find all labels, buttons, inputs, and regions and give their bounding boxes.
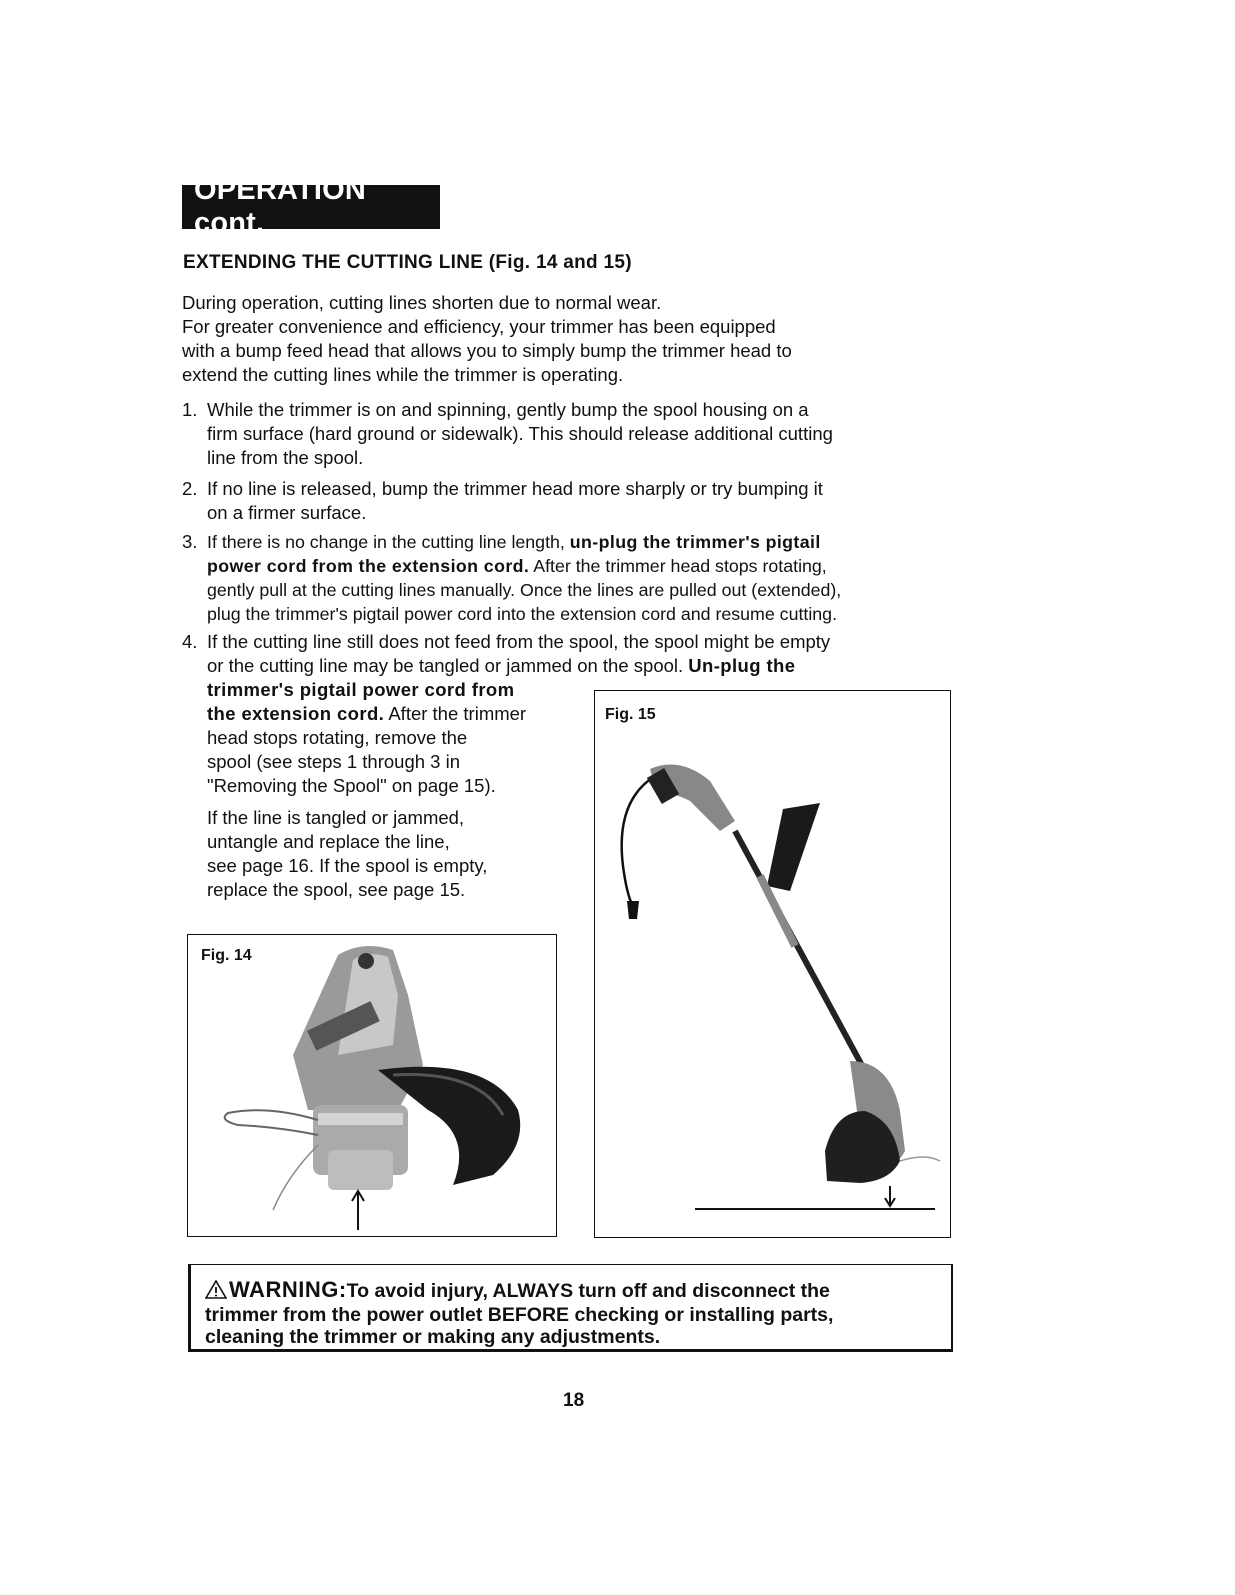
step-line: If the line is tangled or jammed, — [207, 807, 465, 828]
intro-paragraph — [182, 291, 942, 387]
step-emphasis: un-plug the trimmer's pigtail — [569, 532, 821, 552]
step-number: 1. — [182, 399, 198, 420]
figure-15-label: Fig. 15 — [605, 706, 656, 723]
figure-14-label: Fig. 14 — [201, 947, 252, 964]
step-line: see page 16. If the spool is empty, — [207, 855, 488, 876]
step-line: While the trimmer is on and spinning, gently bump the spool housing on a — [207, 399, 809, 420]
step-text: or the cutting line may be tangled or jammed on the spool. — [207, 655, 689, 676]
step-number: 4. — [182, 631, 198, 652]
intro-line: For greater convenience and efficiency, your trimmer has been equipped — [182, 316, 776, 337]
warning-line: cleaning the trimmer or making any adjustments. — [205, 1326, 661, 1348]
step-line: on a firmer surface. — [207, 502, 367, 523]
warning-title: WARNING: — [229, 1277, 347, 1302]
step-emphasis: power cord from the extension cord. — [207, 556, 530, 576]
step-number: 3. — [182, 531, 198, 552]
section-banner-label: OPERATION cont. — [194, 174, 367, 239]
step-emphasis: trimmer's pigtail power cord from — [207, 679, 515, 700]
step-line: plug the trimmer's pigtail power cord into the extension cord and resume cutting. — [207, 604, 838, 624]
warning-line — [205, 1279, 951, 1304]
step-line — [207, 554, 841, 578]
section-banner — [182, 174, 440, 239]
intro-line: with a bump feed head that allows you to simply bump the trimmer head to — [182, 340, 792, 361]
section-heading: EXTENDING THE CUTTING LINE (Fig. 14 and 15) — [183, 252, 632, 273]
step-emphasis: the extension cord. — [207, 703, 385, 724]
step-line: "Removing the Spool" on page 15). — [207, 775, 496, 796]
step-line — [207, 654, 830, 678]
warning-text: To avoid injury, ALWAYS turn off and disconnect the — [346, 1280, 830, 1302]
warning-box — [188, 1264, 953, 1352]
trimmer-head-illustration — [188, 935, 556, 1235]
step-line: untangle and replace the line, — [207, 831, 450, 852]
step-line: If the cutting line still does not feed from the spool, the spool might be empty — [207, 631, 831, 652]
step-number: 2. — [182, 478, 198, 499]
warning-line: trimmer from the power outlet BEFORE checking or installing parts, — [205, 1304, 834, 1326]
step-text: After the trimmer head stops rotating, — [529, 556, 827, 576]
warning-triangle-icon — [205, 1280, 227, 1304]
step-line: line from the spool. — [207, 447, 364, 468]
step-line: gently pull at the cutting lines manually. Once the lines are pulled out (extended), — [207, 580, 842, 600]
intro-line: During operation, cutting lines shorten due to normal wear. — [182, 292, 662, 313]
step-line: firm surface (hard ground or sidewalk). This should release additional cutting — [207, 423, 833, 444]
step-emphasis: Un-plug the — [688, 655, 796, 676]
step-line: head stops rotating, remove the — [207, 727, 468, 748]
string-trimmer-illustration — [595, 691, 950, 1236]
step-line — [207, 530, 841, 554]
figure-14 — [187, 934, 557, 1237]
figure-15 — [594, 690, 951, 1238]
step-line: replace the spool, see page 15. — [207, 879, 466, 900]
step-line: If no line is released, bump the trimmer head more sharply or try bumping it — [207, 478, 823, 499]
intro-line: extend the cutting lines while the trimmer is operating. — [182, 364, 624, 385]
step-text: If there is no change in the cutting line length, — [207, 532, 570, 552]
step-text: After the trimmer — [384, 703, 527, 724]
step-line: spool (see steps 1 through 3 in — [207, 751, 460, 772]
page-number: 18 — [563, 1390, 585, 1411]
